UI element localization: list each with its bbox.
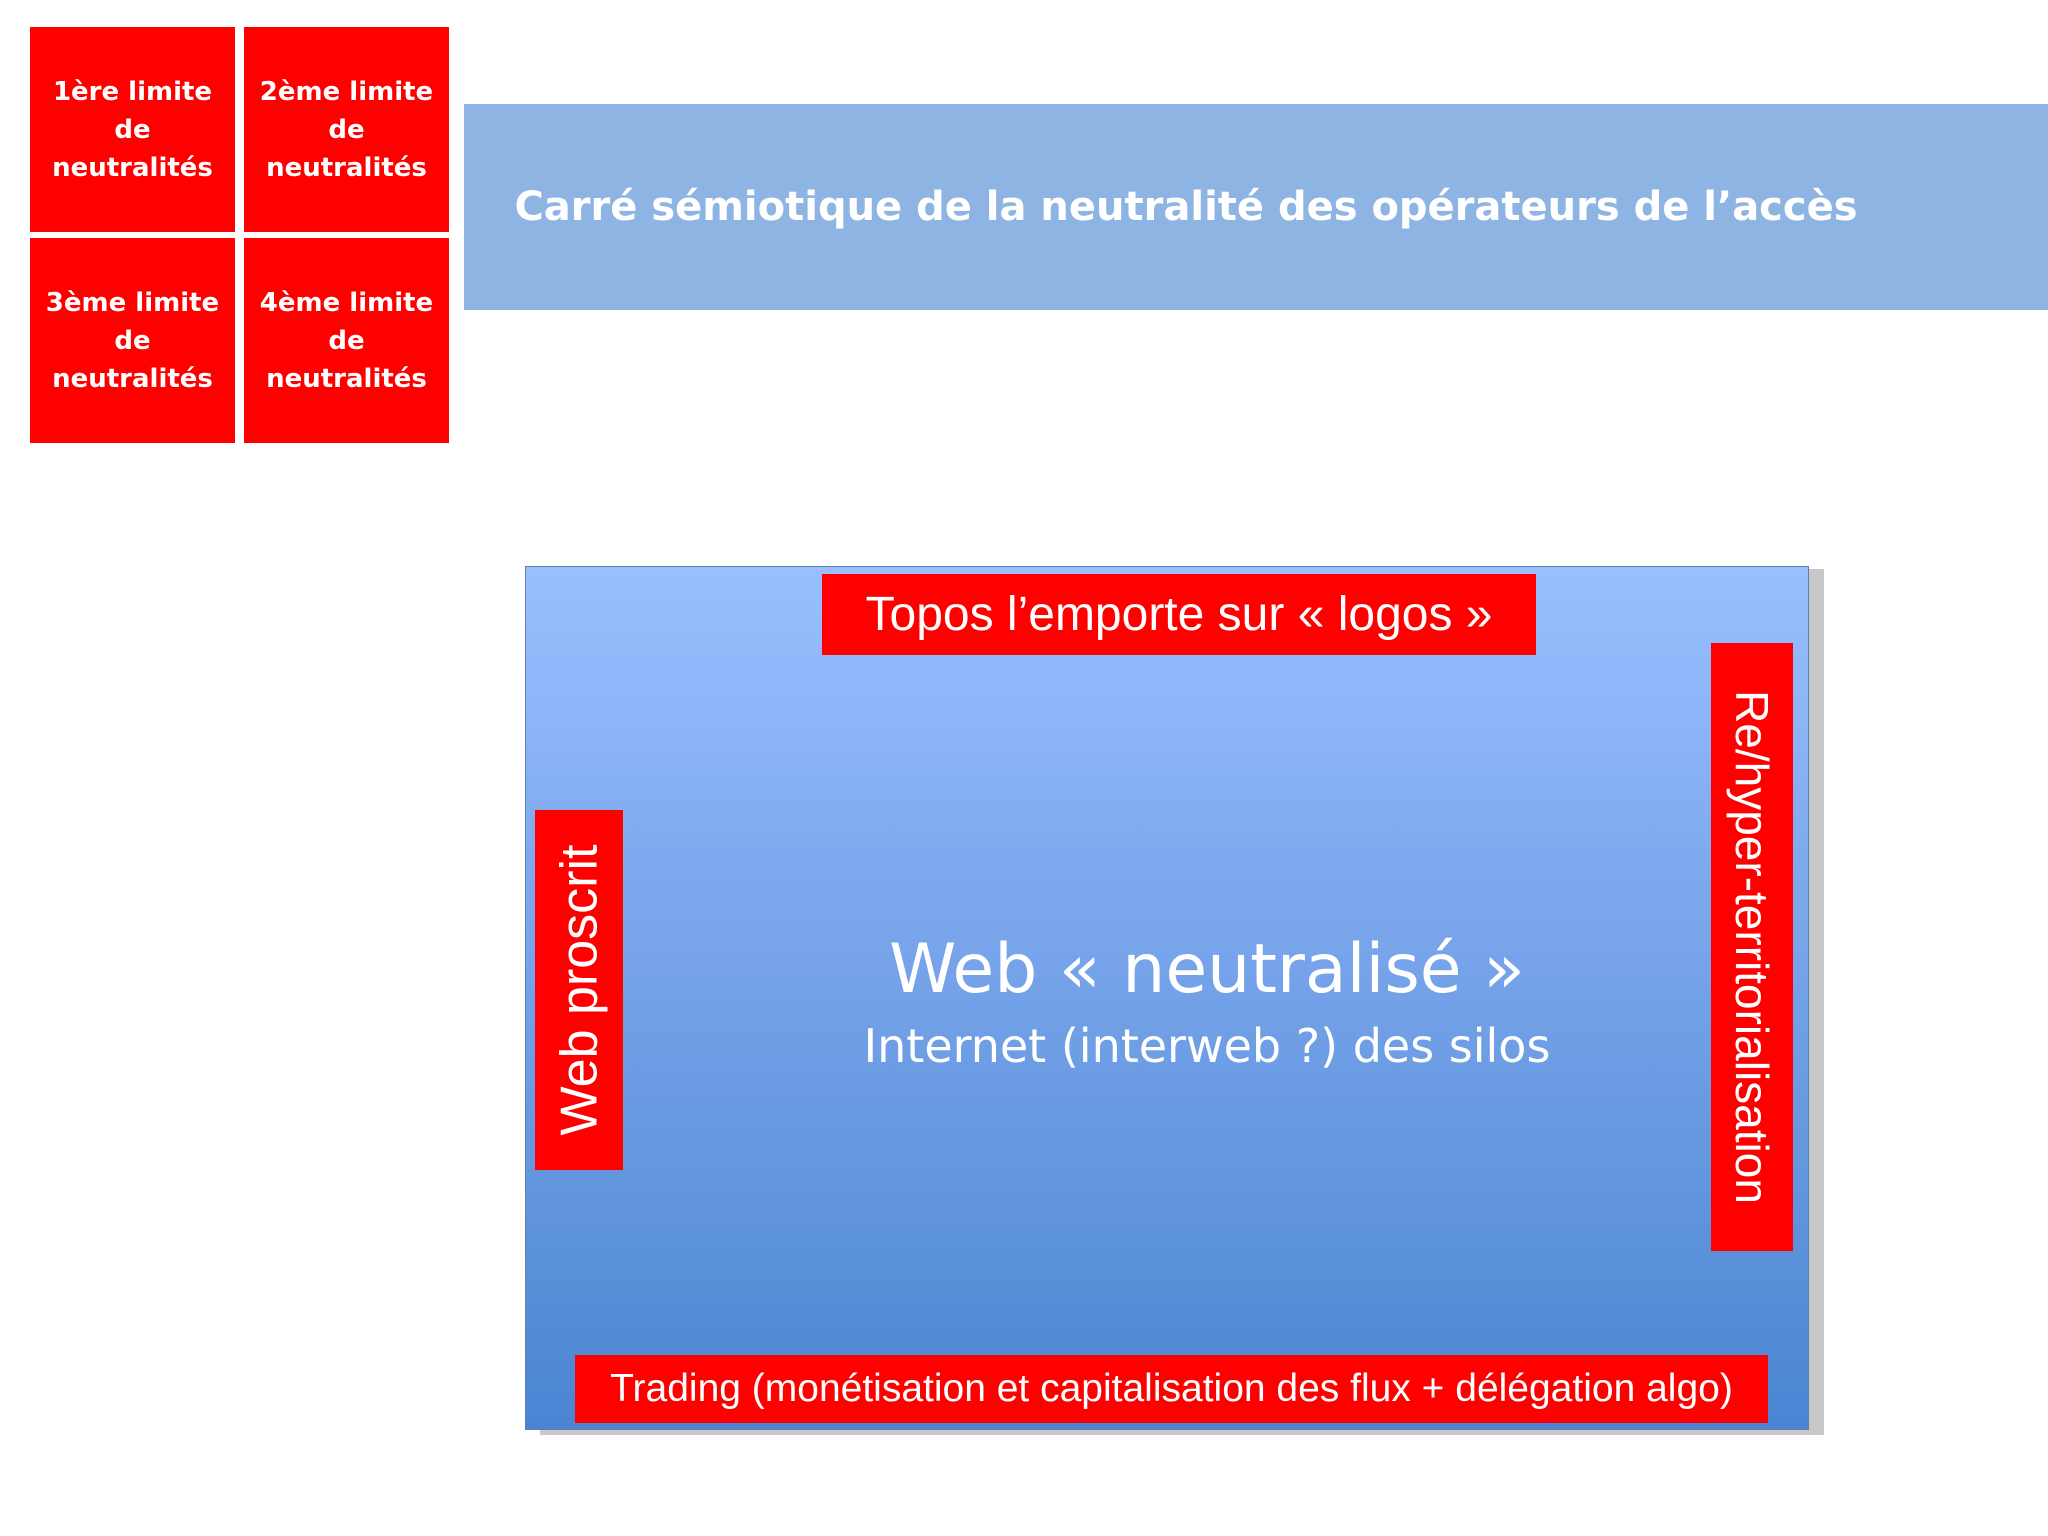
limit-tile-4 — [244, 238, 449, 443]
limit-tile-2-line1: 2ème limite — [259, 76, 434, 107]
limit-tile-1-line3: neutralités — [52, 152, 213, 183]
limit-tile-1-line2: de — [114, 114, 151, 145]
limit-tile-4-line2: de — [328, 325, 365, 356]
limit-tile-4-line3: neutralités — [266, 363, 427, 394]
title-banner — [464, 104, 2048, 310]
square-main-label: Web « neutralisé » — [889, 930, 1525, 1009]
label-right-text: Re/hyper-territorialisation — [1726, 690, 1778, 1204]
limit-tile-3-line1: 3ème limite — [45, 287, 220, 318]
limit-tile-2-line2: de — [328, 114, 365, 145]
square-center-text — [525, 925, 1809, 1077]
limit-tile-2 — [244, 27, 449, 232]
limit-tile-2-line3: neutralités — [266, 152, 427, 183]
limit-tile-1 — [30, 27, 235, 232]
label-bottom-text: Trading (monétisation et capitalisation des flux + délégation algo) — [610, 1367, 1733, 1410]
label-top-text: Topos l’emporte sur « logos » — [865, 588, 1493, 641]
limit-tile-1-line1: 1ère limite — [52, 76, 213, 107]
label-right — [1711, 643, 1793, 1251]
label-left-text: Web proscrit — [550, 844, 608, 1136]
label-bottom — [575, 1355, 1768, 1423]
limit-tile-3-line2: de — [114, 325, 151, 356]
limit-tile-4-line1: 4ème limite — [259, 287, 434, 318]
square-sub-label: Internet (interweb ?) des silos — [863, 1019, 1551, 1073]
limit-tile-3 — [30, 238, 235, 443]
label-top — [822, 574, 1536, 655]
limit-tile-3-line3: neutralités — [52, 363, 213, 394]
label-left — [535, 810, 623, 1170]
slide-title: Carré sémiotique de la neutralité des opérateurs de l’accès — [514, 184, 1858, 230]
